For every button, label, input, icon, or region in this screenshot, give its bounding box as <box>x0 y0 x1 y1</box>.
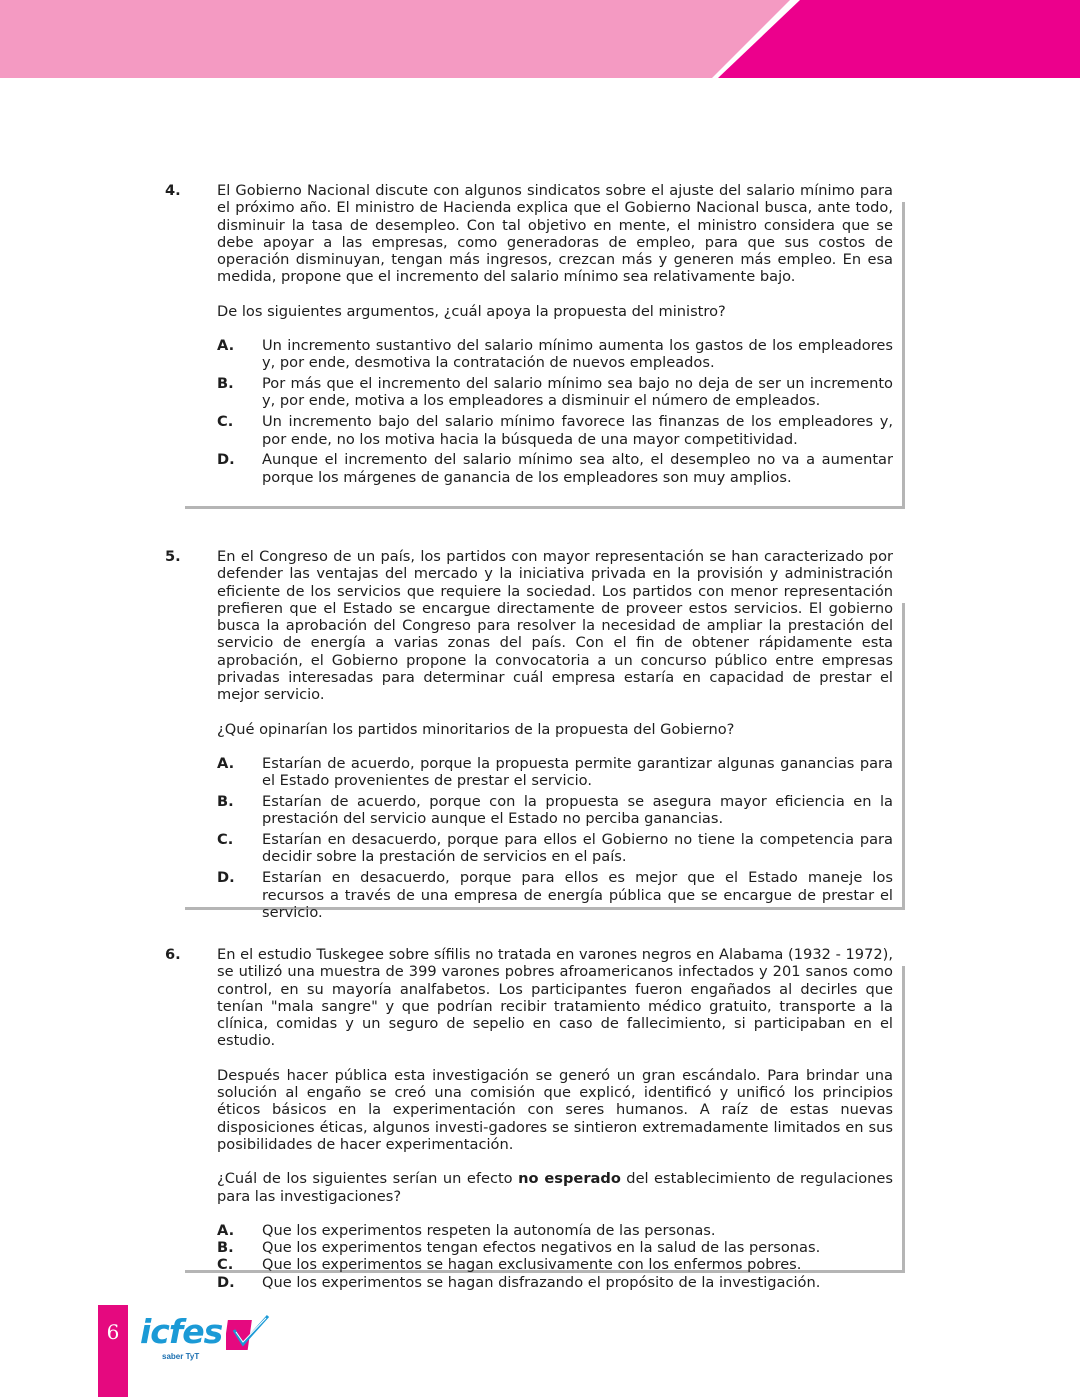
question-stem: En el Congreso de un país, los partidos con mayor representación se han caracterizado por defender las ventajas del mercado y la iniciativa privada en la provisión y administración eficiente de los servicios que requiere la sociedad. Los partidos con menor representación prefieren que el Estado se encargue directamente de proveer estos servicios. El gobierno busca la aprobación del Congreso para resolver la necesidad de ampliar la prestación del servicio de energía a varias zonas del país. Con el fin de obtener rápidamente esta aprobación, el Gobierno propone la convocatoria a un concurso público entre empresas privadas interesadas para determinar cuál empresa estaría en capacidad de prestar el mejor servicio. <box>217 548 893 704</box>
option-letter: D. <box>217 869 235 887</box>
checkmark-icon <box>226 1312 270 1354</box>
logo-subtext: saber TyT <box>162 1352 200 1361</box>
answer-options <box>217 755 893 921</box>
question-prompt: De los siguientes argumentos, ¿cuál apoya la propuesta del ministro? <box>217 302 726 320</box>
answer-option-c[interactable] <box>217 831 893 866</box>
option-text: Un incremento sustantivo del salario mínimo aumenta los gastos de los empleadores y, por ende, desmotiva la contratación de nuevos empleados. <box>262 337 893 372</box>
question-stem: En el estudio Tuskegee sobre sífilis no tratada en varones negros en Alabama (1932 - 1972), se utilizó una muestra de 399 varones pobres afroamericanos infectados y 201 sanos como control, en su mayoría analfabetos. Los participantes fueron engañados al decirles que tenían "mala sangre" y que podrían recibir tratamiento médico gratuito, transporte a la clínica, comidas y un seguro de sepelio en caso de fallecimiento, si participaban en el estudio. <box>217 946 893 1050</box>
option-letter: C. <box>217 1256 234 1274</box>
answer-options <box>217 1222 893 1291</box>
question-6 <box>165 946 905 1291</box>
option-text: Que los experimentos respeten la autonomía de las personas. <box>262 1221 716 1239</box>
answer-option-b[interactable] <box>217 375 893 410</box>
option-letter: A. <box>217 1221 235 1239</box>
question-stem: El Gobierno Nacional discute con algunos sindicatos sobre el ajuste del salario mínimo para el próximo año. El ministro de Hacienda explica que el Gobierno Nacional busca, ante todo, disminuir la tasa de desempleo. Con tal objetivo en mente, el ministro considera que se debe apoyar a las empresas, como generadoras de empleo, para que sus costos de operación disminuyan, tengan más ingresos, crezcan más y generen más empleo. En esa medida, propone que el incremento del salario mínimo sea relativamente bajo. <box>217 182 893 286</box>
option-letter: A. <box>217 754 235 772</box>
option-text: Estarían en desacuerdo, porque para ellos es mejor que el Estado maneje los recursos a través de una empresa de energía pública que se encargue de prestar el servicio. <box>262 869 893 921</box>
answer-option-c[interactable] <box>217 1256 893 1273</box>
option-letter: D. <box>217 451 235 469</box>
option-text: Aunque el incremento del salario mínimo sea alto, el desempleo no va a aumentar porque los márgenes de ganancia de los empleadores son muy amplios. <box>262 451 893 486</box>
icfes-logo <box>140 1312 270 1362</box>
question-number: 4. <box>165 182 181 199</box>
header-banner <box>0 0 1080 78</box>
answer-option-a[interactable] <box>217 337 893 372</box>
answer-option-a[interactable] <box>217 755 893 790</box>
option-letter: B. <box>217 793 234 811</box>
question-context: Después hacer pública esta investigación se generó un gran escándalo. Para brindar una solución al engaño se creó una comisión que explicó, identificó y unificó los principios éticos básicos en la experimentación con seres humanos. A raíz de estas nuevas disposiciones éticas, algunos investi-gadores se sintieron extremadamente limitados en sus posibilidades de hacer experimentación. <box>217 1066 893 1153</box>
question-number: 6. <box>165 946 181 963</box>
option-text: Por más que el incremento del salario mínimo sea bajo no deja de ser un incremento y, por ende, motiva a los empleadores a disminuir el número de empleados. <box>262 375 893 410</box>
answer-option-c[interactable] <box>217 413 893 448</box>
answer-option-b[interactable] <box>217 1239 893 1256</box>
logo-text: icfes <box>140 1312 223 1351</box>
option-letter: B. <box>217 375 234 393</box>
answer-option-d[interactable] <box>217 869 893 921</box>
option-letter: C. <box>217 831 234 849</box>
answer-option-b[interactable] <box>217 793 893 828</box>
option-text: Estarían de acuerdo, porque con la propuesta se asegura mayor eficiencia en la prestación del servicio aunque el Estado no perciba ganancias. <box>262 793 893 828</box>
question-prompt-end: del establecimiento de regulaciones para las investigaciones? <box>217 1170 893 1205</box>
footer-accent-bar <box>98 1305 128 1397</box>
question-5 <box>165 548 905 921</box>
option-letter: B. <box>217 1239 234 1257</box>
answer-option-d[interactable] <box>217 1274 893 1291</box>
header-banner-light <box>0 0 790 78</box>
question-4 <box>165 182 905 509</box>
question-prompt: ¿Qué opinarían los partidos minoritarios de la propuesta del Gobierno? <box>217 720 735 738</box>
option-text: Un incremento bajo del salario mínimo favorece las finanzas de los empleadores y, por ende, no los motiva hacia la búsqueda de una mayor competitividad. <box>262 413 893 448</box>
option-text: Que los experimentos se hagan disfrazando el propósito de la investigación. <box>262 1273 821 1291</box>
question-number: 5. <box>165 548 181 565</box>
option-letter: D. <box>217 1273 235 1291</box>
option-text: Que los experimentos tengan efectos negativos en la salud de las personas. <box>262 1239 821 1257</box>
question-prompt <box>217 1170 893 1205</box>
option-letter: C. <box>217 413 234 431</box>
question-prompt-emphasis: no esperado <box>518 1170 621 1188</box>
question-prompt-start: ¿Cuál de los siguientes serían un efecto <box>217 1170 519 1188</box>
option-text: Que los experimentos se hagan exclusivamente con los enfermos pobres. <box>262 1256 802 1274</box>
page-number: 6 <box>106 1320 120 1344</box>
option-letter: A. <box>217 337 235 355</box>
option-text: Estarían en desacuerdo, porque para ellos el Gobierno no tiene la competencia para decidir sobre la prestación de servicios en el país. <box>262 831 893 866</box>
answer-option-d[interactable] <box>217 451 893 486</box>
answer-option-a[interactable] <box>217 1222 893 1239</box>
answer-options <box>217 337 893 486</box>
option-text: Estarían de acuerdo, porque la propuesta permite garantizar algunas ganancias para el Estado provenientes de prestar el servicio. <box>262 754 893 790</box>
